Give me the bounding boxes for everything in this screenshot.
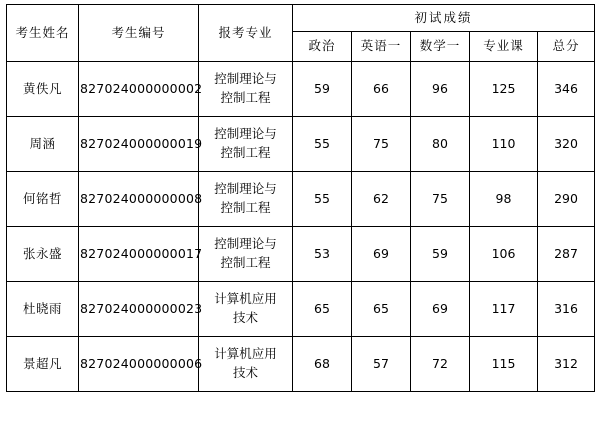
cell-major bbox=[199, 172, 293, 227]
cell-id: 827024000000008 bbox=[79, 172, 199, 227]
cell-name: 张永盛 bbox=[7, 227, 79, 282]
column-header-major: 报考专业 bbox=[199, 5, 293, 62]
table-row bbox=[7, 337, 595, 392]
cell-major-line2: 控制工程 bbox=[220, 90, 271, 105]
header-row-group bbox=[7, 5, 595, 32]
cell-english: 69 bbox=[352, 227, 411, 282]
column-header-english: 英语一 bbox=[352, 32, 411, 62]
cell-id: 827024000000023 bbox=[79, 282, 199, 337]
cell-id: 827024000000002 bbox=[79, 62, 199, 117]
cell-major-line2: 控制工程 bbox=[220, 145, 271, 160]
cell-name: 周涵 bbox=[7, 117, 79, 172]
cell-english: 66 bbox=[352, 62, 411, 117]
cell-politics: 65 bbox=[293, 282, 352, 337]
cell-major bbox=[199, 117, 293, 172]
cell-professional: 125 bbox=[470, 62, 538, 117]
column-header-group-initial-exam: 初试成绩 bbox=[293, 5, 595, 32]
table-body bbox=[7, 62, 595, 392]
cell-professional: 110 bbox=[470, 117, 538, 172]
cell-major bbox=[199, 337, 293, 392]
cell-major bbox=[199, 282, 293, 337]
cell-id: 827024000000006 bbox=[79, 337, 199, 392]
cell-total: 290 bbox=[538, 172, 595, 227]
cell-major-line2: 控制工程 bbox=[220, 200, 271, 215]
column-header-name: 考生姓名 bbox=[7, 5, 79, 62]
cell-math: 59 bbox=[411, 227, 470, 282]
cell-major-line1: 控制理论与 bbox=[214, 126, 277, 142]
cell-major bbox=[199, 227, 293, 282]
cell-major-line1: 计算机应用 bbox=[214, 346, 277, 362]
cell-math: 96 bbox=[411, 62, 470, 117]
table-row bbox=[7, 282, 595, 337]
cell-politics: 53 bbox=[293, 227, 352, 282]
cell-id: 827024000000019 bbox=[79, 117, 199, 172]
cell-major-line2: 控制工程 bbox=[220, 255, 271, 270]
exam-score-table bbox=[6, 4, 595, 392]
cell-english: 65 bbox=[352, 282, 411, 337]
column-header-total: 总分 bbox=[538, 32, 595, 62]
cell-english: 75 bbox=[352, 117, 411, 172]
cell-major-line1: 计算机应用 bbox=[214, 291, 277, 307]
cell-english: 62 bbox=[352, 172, 411, 227]
cell-math: 80 bbox=[411, 117, 470, 172]
cell-english: 57 bbox=[352, 337, 411, 392]
cell-name: 景超凡 bbox=[7, 337, 79, 392]
column-header-math: 数学一 bbox=[411, 32, 470, 62]
cell-math: 75 bbox=[411, 172, 470, 227]
cell-politics: 68 bbox=[293, 337, 352, 392]
cell-name: 何铭哲 bbox=[7, 172, 79, 227]
cell-professional: 115 bbox=[470, 337, 538, 392]
table-header bbox=[7, 5, 595, 62]
cell-name: 黄佚凡 bbox=[7, 62, 79, 117]
cell-politics: 55 bbox=[293, 117, 352, 172]
score-sheet bbox=[0, 4, 600, 436]
cell-professional: 106 bbox=[470, 227, 538, 282]
cell-politics: 59 bbox=[293, 62, 352, 117]
column-header-politics: 政治 bbox=[293, 32, 352, 62]
table-row bbox=[7, 227, 595, 282]
table-row bbox=[7, 62, 595, 117]
table-row bbox=[7, 117, 595, 172]
cell-math: 69 bbox=[411, 282, 470, 337]
cell-total: 312 bbox=[538, 337, 595, 392]
cell-professional: 98 bbox=[470, 172, 538, 227]
cell-total: 316 bbox=[538, 282, 595, 337]
cell-major-line2: 技术 bbox=[232, 310, 258, 325]
cell-total: 287 bbox=[538, 227, 595, 282]
cell-major-line1: 控制理论与 bbox=[214, 181, 277, 197]
cell-politics: 55 bbox=[293, 172, 352, 227]
cell-total: 320 bbox=[538, 117, 595, 172]
cell-name: 杜晓雨 bbox=[7, 282, 79, 337]
cell-professional: 117 bbox=[470, 282, 538, 337]
cell-major-line1: 控制理论与 bbox=[214, 236, 277, 252]
column-header-id: 考生编号 bbox=[79, 5, 199, 62]
cell-major-line2: 技术 bbox=[232, 365, 258, 380]
table-row bbox=[7, 172, 595, 227]
column-header-professional: 专业课 bbox=[470, 32, 538, 62]
cell-major bbox=[199, 62, 293, 117]
cell-id: 827024000000017 bbox=[79, 227, 199, 282]
cell-total: 346 bbox=[538, 62, 595, 117]
cell-major-line1: 控制理论与 bbox=[214, 71, 277, 87]
cell-math: 72 bbox=[411, 337, 470, 392]
